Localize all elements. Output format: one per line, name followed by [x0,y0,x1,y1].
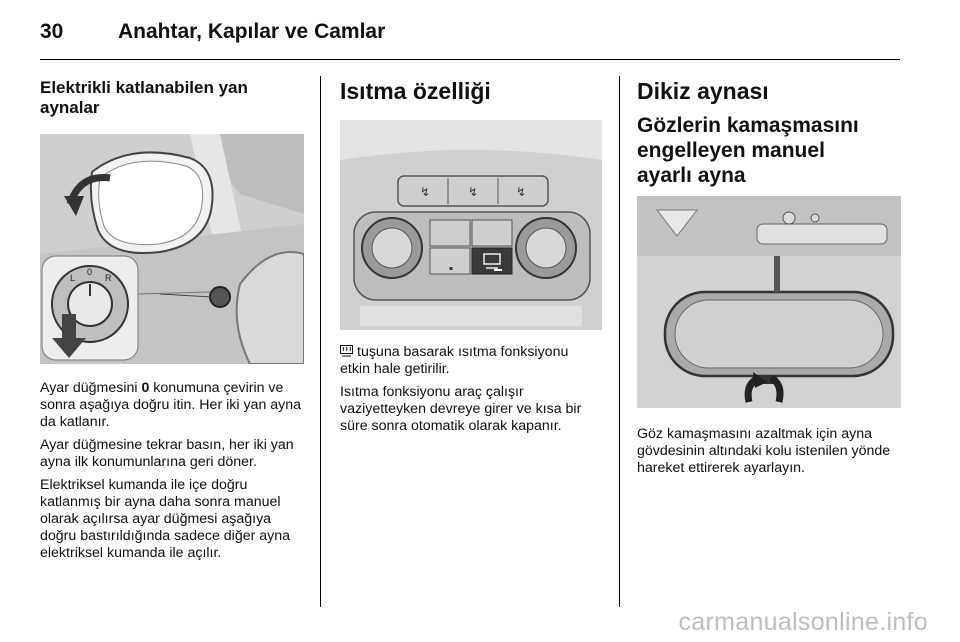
rearview-mirror-illustration [637,196,901,408]
svg-text:↯: ↯ [420,185,431,199]
page-number: 30 [40,20,64,43]
page-header [40,14,900,50]
paragraph-unfold-instructions: Ayar düğmesine tekrar basın, her iki yan ayna ilk konumunlarına geri döner. [40,437,294,470]
header-rule [40,59,900,60]
section-heading-heating: Isıtma özelliği [340,78,491,104]
svg-text:↯: ↯ [516,185,527,199]
watermark: carmanualsonline.info [678,608,928,636]
knob-label-l: L [70,273,76,283]
figure-rearview-mirror [637,196,901,408]
running-title: Anahtar, Kapılar ve Camlar [118,20,386,43]
figure-folding-mirror [40,134,304,364]
column-rearview-mirror [637,72,901,483]
paragraph-heater-behavior: Isıtma fonksiyonu araç çalışır vaziyetteyken devreye girer ve kısa bir süre sonra otomatik olarak kapanır. [340,384,582,434]
column-heating [340,72,602,441]
column-folding-mirrors [40,72,304,568]
paragraph-manual-unfold-note: Elektriksel kumanda ile içe doğru katlanmış bir ayna daha sonra manuel olarak açılırsa ayar düğmesi aşağıya doğru bastırıldığında sadece diğer ayna elektriksel kumanda ile açılır. [40,477,291,561]
column-divider-2 [619,76,620,607]
column-divider-1 [320,76,321,607]
paragraph-mirror-adjustment: Göz kamaşmasını azaltmak için ayna gövdesinin altındaki kolu istenilen yönde hareket ettirerek ayarlayın. [637,426,891,476]
section-heading-rearview-mirror: Dikiz aynası [637,78,769,104]
figure-climate-panel [340,120,602,330]
knob-label-0: 0 [87,267,93,277]
svg-text:↯: ↯ [468,185,479,199]
climate-panel-illustration [340,120,602,330]
rear-window-heater-icon [340,345,353,357]
section-heading-folding-mirrors: Elektrikli katlanabilen yan aynalar [40,78,248,117]
subsection-heading-antiglare: Gözlerin kamaşmasını engelleyen manuel ayarlı ayna [637,114,859,187]
mirror-illustration [40,134,304,364]
knob-position-zero: 0 [141,380,150,396]
paragraph-heater-activation: tuşuna basarak ısıtma fonksiyonu etkin hale getirilir. [340,344,569,377]
knob-label-r: R [105,273,112,283]
paragraph-fold-instructions: Ayar düğmesini 0 konumuna çevirin ve sonra aşağıya doğru itin. Her iki yan ayna da katlanır. [40,380,302,430]
